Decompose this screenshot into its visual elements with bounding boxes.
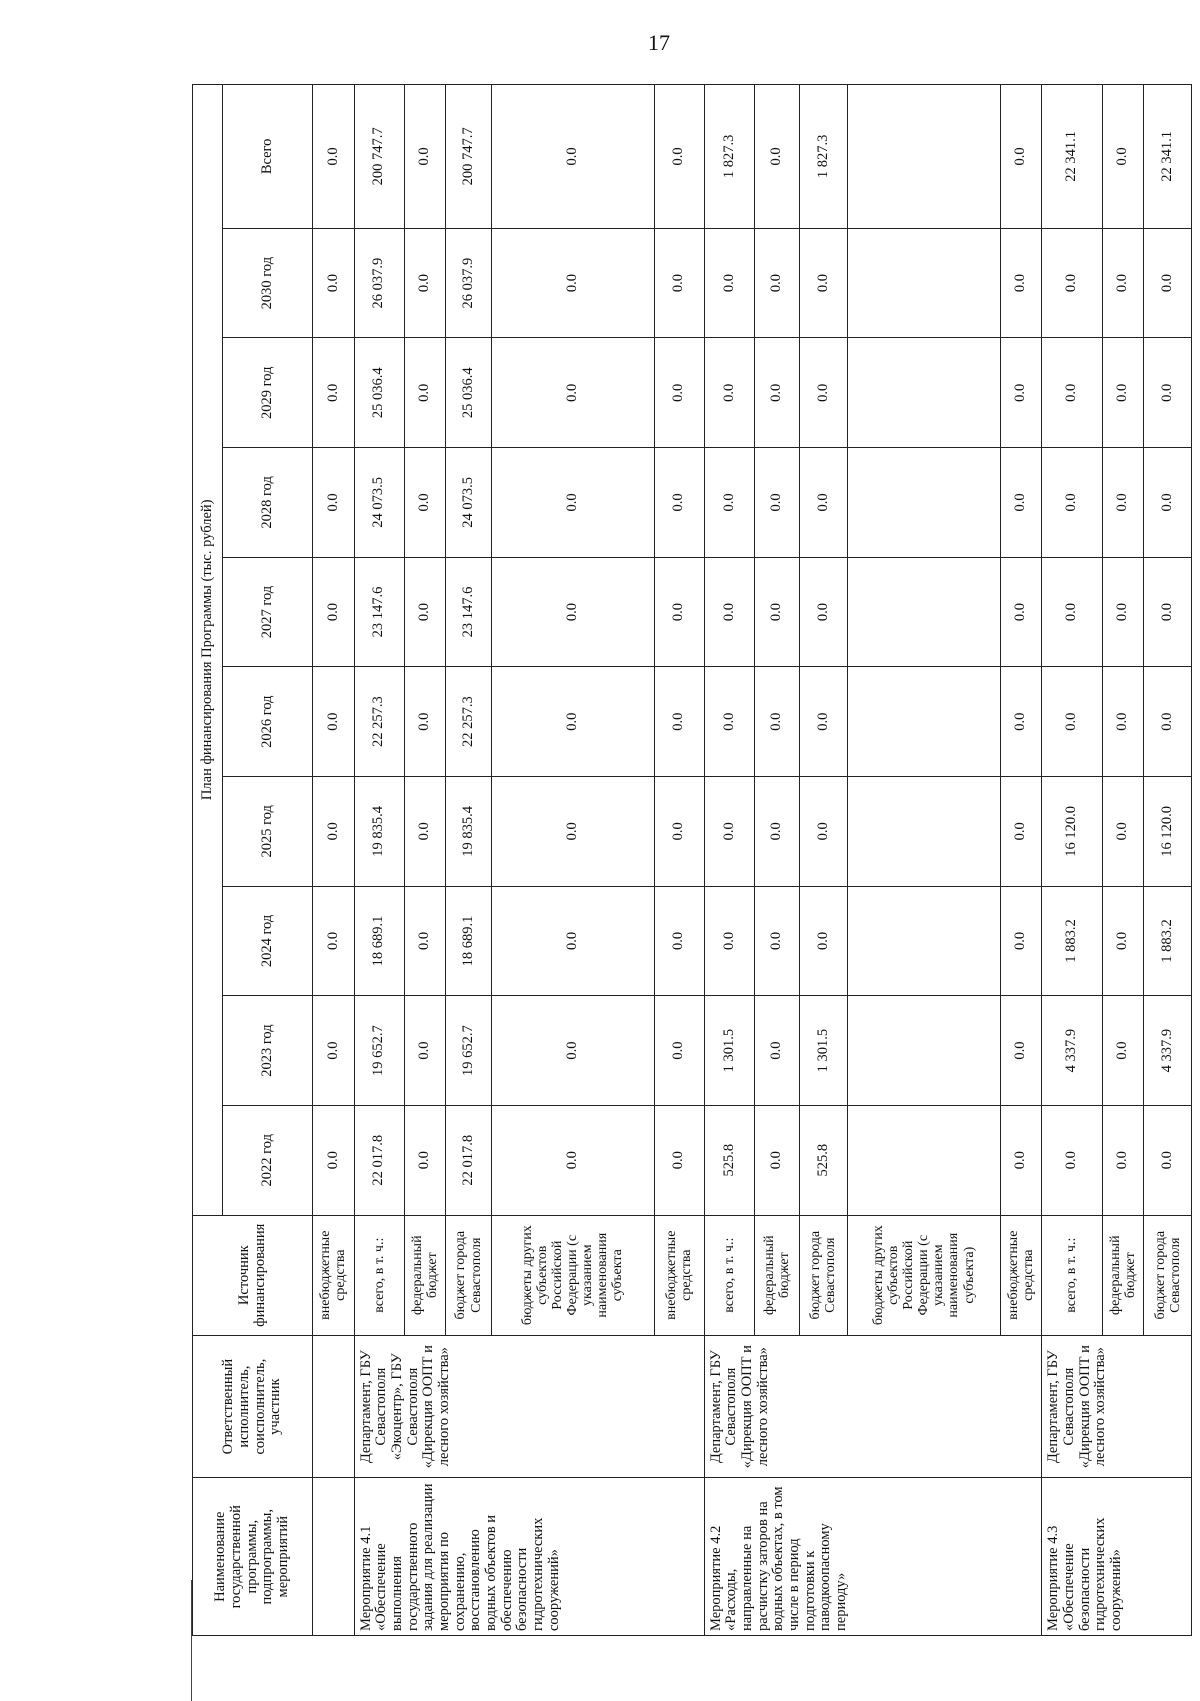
year-value: 0.0 [1042, 1105, 1102, 1215]
year-value: 1 301.5 [704, 996, 754, 1106]
year-value: 0.0 [1102, 228, 1144, 338]
total-value: 0.0 [313, 85, 355, 229]
year-value: 0.0 [404, 667, 446, 777]
year-value: 22 017.8 [354, 1105, 404, 1215]
measure-responsible: Департамент, ГБУ Севастополя «Дирекция ООПТ и лесного хозяйства» [704, 1335, 1042, 1478]
year-value: 18 689.1 [354, 886, 404, 996]
year-value: 0.0 [491, 338, 654, 448]
funding-source: федеральный бюджет [404, 1215, 446, 1335]
header-year: 2030 год [223, 228, 313, 338]
table-body [313, 85, 1192, 1636]
year-value: 0.0 [1042, 667, 1102, 777]
year-value: 0.0 [754, 228, 799, 338]
year-value: 0.0 [313, 996, 355, 1106]
year-value: 19 652.7 [354, 996, 404, 1106]
page-number: 17 [648, 30, 670, 55]
financing-table [192, 84, 1192, 1636]
year-value: 0.0 [704, 886, 754, 996]
year-value: 0.0 [313, 667, 355, 777]
rotated-table-container [192, 84, 1192, 1636]
year-value: 0.0 [1102, 448, 1144, 558]
year-value: 0.0 [313, 1105, 355, 1215]
header-year: 2027 год [223, 557, 313, 667]
year-value: 0.0 [1000, 448, 1042, 558]
year-value: 0.0 [654, 776, 704, 886]
year-value [847, 776, 1000, 886]
header-year: 2026 год [223, 667, 313, 777]
header-total: Всего [223, 85, 313, 229]
year-value: 0.0 [1000, 776, 1042, 886]
year-value: 0.0 [654, 667, 704, 777]
year-value: 18 689.1 [446, 886, 491, 996]
year-value: 0.0 [491, 776, 654, 886]
year-value: 23 147.6 [446, 557, 491, 667]
total-value: 1 827.3 [800, 85, 848, 229]
year-value: 0.0 [1000, 667, 1042, 777]
total-value: 22 341.1 [1042, 85, 1102, 229]
year-value: 0.0 [404, 1105, 446, 1215]
year-value: 0.0 [1144, 1105, 1192, 1215]
year-value: 0.0 [313, 886, 355, 996]
total-value: 22 341.1 [1144, 85, 1192, 229]
funding-source: внебюджетные средства [1000, 1215, 1042, 1335]
empty-cell [313, 1335, 355, 1478]
funding-source: бюджет города Севастополя [1144, 1215, 1192, 1335]
year-value: 0.0 [800, 886, 848, 996]
year-value: 23 147.6 [354, 557, 404, 667]
total-value: 0.0 [404, 85, 446, 229]
year-value: 26 037.9 [446, 228, 491, 338]
year-value: 0.0 [704, 338, 754, 448]
year-value: 0.0 [1102, 667, 1144, 777]
year-value: 0.0 [1102, 996, 1144, 1106]
measure-name: Мероприятие 4.1 «Обеспечение выполнения государственного задания для реализации мероприятия по сохранению, восстановлению водных объектов и обеспечению безопасности гидротехнических сооружений» [354, 1478, 704, 1636]
measure-name: Мероприятие 4.2 «Расходы, направленные на расчистку заторов на водных объектах, в том числе в период подготовки к паводкоопасному периоду» [704, 1478, 1042, 1636]
header-year: 2024 год [223, 886, 313, 996]
header-year: 2022 год [223, 1105, 313, 1215]
funding-source: всего, в т. ч.: [354, 1215, 404, 1335]
year-value: 0.0 [404, 448, 446, 558]
year-value: 0.0 [1000, 557, 1042, 667]
header-year: 2025 год [223, 776, 313, 886]
header-responsible: Ответственный исполнитель, соисполнитель, участник [193, 1335, 313, 1478]
year-value: 0.0 [1144, 228, 1192, 338]
year-value: 0.0 [654, 557, 704, 667]
year-value [847, 886, 1000, 996]
year-value: 0.0 [654, 1105, 704, 1215]
year-value: 16 120.0 [1144, 776, 1192, 886]
year-value: 0.0 [1000, 996, 1042, 1106]
table-row [704, 85, 754, 1636]
year-value: 525.8 [800, 1105, 848, 1215]
year-value: 0.0 [1144, 448, 1192, 558]
year-value: 0.0 [1102, 776, 1144, 886]
year-value: 0.0 [1042, 338, 1102, 448]
year-value: 19 652.7 [446, 996, 491, 1106]
year-value: 0.0 [800, 557, 848, 667]
year-value: 0.0 [800, 228, 848, 338]
year-value: 1 301.5 [800, 996, 848, 1106]
total-value: 200 747.7 [446, 85, 491, 229]
total-value [847, 85, 1000, 229]
year-value: 1 883.2 [1144, 886, 1192, 996]
year-value: 25 036.4 [446, 338, 491, 448]
year-value: 0.0 [404, 996, 446, 1106]
year-value: 19 835.4 [354, 776, 404, 886]
year-value: 22 257.3 [446, 667, 491, 777]
year-value: 19 835.4 [446, 776, 491, 886]
year-value: 0.0 [404, 557, 446, 667]
year-value: 0.0 [754, 448, 799, 558]
header-plan-title: План финансирования Программы (тыс. рублей) [193, 85, 223, 1216]
year-value: 0.0 [404, 776, 446, 886]
year-value: 0.0 [754, 338, 799, 448]
header-year: 2023 год [223, 996, 313, 1106]
year-value: 0.0 [491, 448, 654, 558]
year-value: 0.0 [313, 338, 355, 448]
funding-source: федеральный бюджет [1102, 1215, 1144, 1335]
year-value: 0.0 [754, 996, 799, 1106]
year-value: 0.0 [704, 557, 754, 667]
year-value: 0.0 [1000, 886, 1042, 996]
funding-source: внебюджетные средства [313, 1215, 355, 1335]
total-value: 0.0 [754, 85, 799, 229]
year-value: 0.0 [754, 557, 799, 667]
year-value [847, 667, 1000, 777]
year-value: 26 037.9 [354, 228, 404, 338]
total-value: 200 747.7 [354, 85, 404, 229]
year-value: 0.0 [1144, 557, 1192, 667]
measure-responsible: Департамент, ГБУ Севастополя «Экоцентр», ГБУ Севастополя «Дирекция ООПТ и лесного хозяйства» [354, 1335, 704, 1478]
year-value: 25 036.4 [354, 338, 404, 448]
funding-source: всего, в т. ч.: [1042, 1215, 1102, 1335]
header-source: Источник финансирования [193, 1215, 313, 1335]
year-value: 0.0 [313, 557, 355, 667]
year-value: 0.0 [1144, 338, 1192, 448]
year-value: 0.0 [404, 228, 446, 338]
year-value: 0.0 [654, 886, 704, 996]
year-value: 0.0 [1102, 886, 1144, 996]
total-value: 0.0 [654, 85, 704, 229]
year-value [847, 1105, 1000, 1215]
year-value: 0.0 [1042, 557, 1102, 667]
funding-source: бюджет города Севастополя [446, 1215, 491, 1335]
year-value: 0.0 [800, 338, 848, 448]
year-value: 0.0 [491, 667, 654, 777]
total-value: 0.0 [1000, 85, 1042, 229]
year-value: 0.0 [754, 1105, 799, 1215]
year-value: 0.0 [1102, 338, 1144, 448]
year-value: 4 337.9 [1042, 996, 1102, 1106]
year-value: 0.0 [704, 448, 754, 558]
funding-source: всего, в т. ч.: [704, 1215, 754, 1335]
year-value: 0.0 [654, 996, 704, 1106]
year-value: 0.0 [1102, 1105, 1144, 1215]
year-value: 0.0 [491, 228, 654, 338]
year-value: 0.0 [704, 776, 754, 886]
year-value: 0.0 [800, 448, 848, 558]
year-value: 0.0 [754, 886, 799, 996]
header-year: 2029 год [223, 338, 313, 448]
year-value: 0.0 [1102, 557, 1144, 667]
year-value: 0.0 [1000, 1105, 1042, 1215]
year-value: 1 883.2 [1042, 886, 1102, 996]
year-value: 0.0 [654, 448, 704, 558]
year-value: 0.0 [404, 338, 446, 448]
total-value: 1 827.3 [704, 85, 754, 229]
funding-source: федеральный бюджет [754, 1215, 799, 1335]
year-value: 0.0 [754, 667, 799, 777]
year-value [847, 228, 1000, 338]
funding-source: бюджеты других субъектов Российской Федерации (с указанием наименования субъекта) [847, 1215, 1000, 1335]
year-value: 0.0 [491, 1105, 654, 1215]
funding-source: бюджет города Севастополя [800, 1215, 848, 1335]
table-row [1042, 85, 1102, 1636]
year-value: 0.0 [754, 776, 799, 886]
year-value: 22 257.3 [354, 667, 404, 777]
year-value: 16 120.0 [1042, 776, 1102, 886]
year-value: 0.0 [1042, 228, 1102, 338]
header-year: 2028 год [223, 448, 313, 558]
year-value: 0.0 [1144, 667, 1192, 777]
year-value: 0.0 [654, 338, 704, 448]
year-value: 0.0 [1000, 338, 1042, 448]
funding-source: внебюджетные средства [654, 1215, 704, 1335]
total-value: 0.0 [1102, 85, 1144, 229]
funding-source: бюджеты других субъектов Российской Федерации (с указанием наименования субъекта [491, 1215, 654, 1335]
year-value: 24 073.5 [354, 448, 404, 558]
year-value: 0.0 [313, 228, 355, 338]
year-value: 0.0 [704, 228, 754, 338]
table-row [354, 85, 404, 1636]
year-value: 0.0 [704, 667, 754, 777]
year-value: 0.0 [1000, 228, 1042, 338]
year-value [847, 338, 1000, 448]
empty-cell [313, 1478, 355, 1636]
year-value: 0.0 [491, 996, 654, 1106]
year-value [847, 996, 1000, 1106]
year-value: 4 337.9 [1144, 996, 1192, 1106]
measure-responsible: Департамент, ГБУ Севастополя «Дирекция ООПТ и лесного хозяйства» [1042, 1335, 1192, 1478]
measure-name: Мероприятие 4.3 «Обеспечение безопасности гидротехнических сооружений» [1042, 1478, 1192, 1636]
header-name: Наименование государственной программы, подпрограммы, мероприятий [193, 1478, 313, 1636]
year-value: 24 073.5 [446, 448, 491, 558]
year-value: 0.0 [313, 776, 355, 886]
year-value: 0.0 [800, 776, 848, 886]
year-value: 525.8 [704, 1105, 754, 1215]
year-value: 22 017.8 [446, 1105, 491, 1215]
year-value: 0.0 [404, 886, 446, 996]
year-value: 0.0 [313, 448, 355, 558]
table-row [313, 85, 355, 1636]
total-value: 0.0 [491, 85, 654, 229]
year-value: 0.0 [1042, 448, 1102, 558]
year-value [847, 557, 1000, 667]
year-value: 0.0 [800, 667, 848, 777]
year-value: 0.0 [491, 557, 654, 667]
year-value: 0.0 [654, 228, 704, 338]
year-value [847, 448, 1000, 558]
year-value: 0.0 [491, 886, 654, 996]
